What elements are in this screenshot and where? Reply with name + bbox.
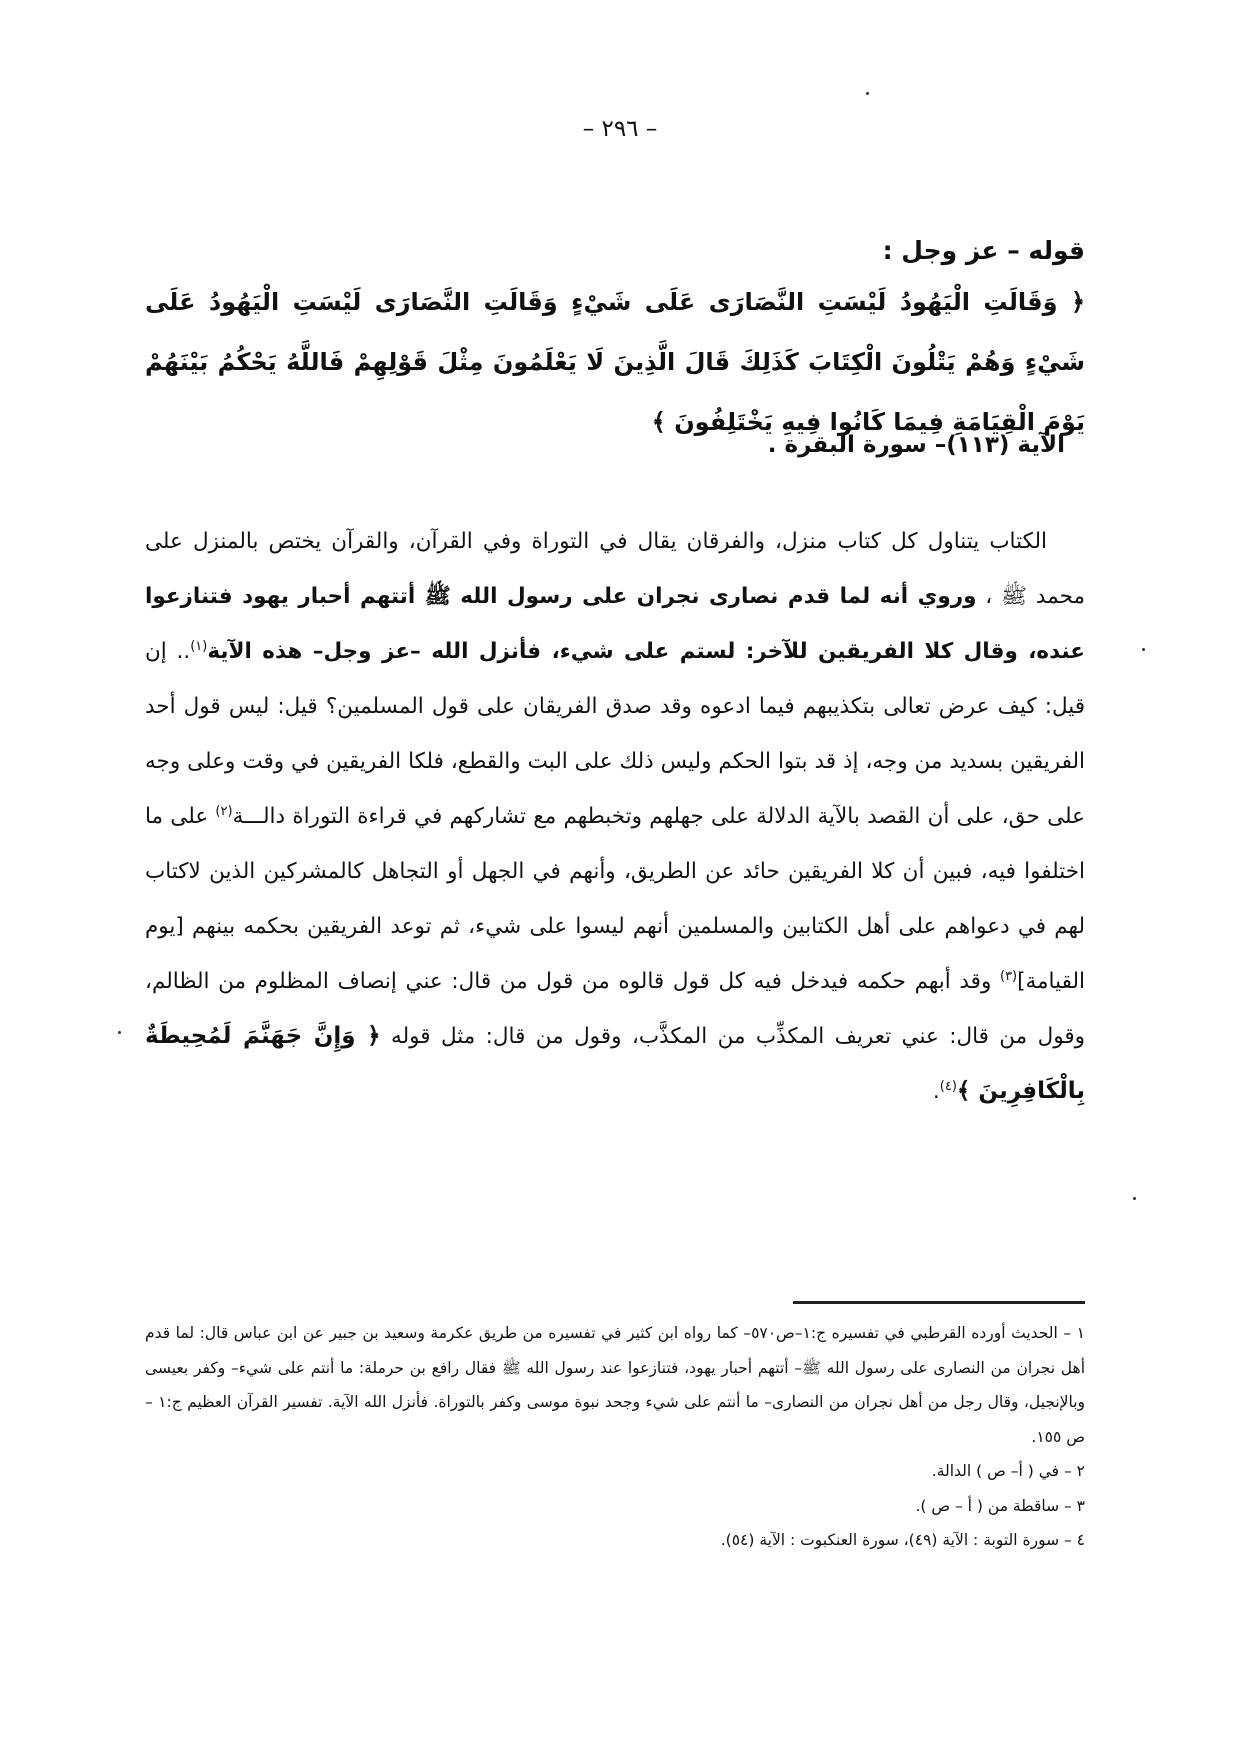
footnote-divider	[793, 1301, 1085, 1304]
scan-speck	[866, 92, 869, 95]
body-text-narration: وروي أنه لما قدم نصارى نجران على رسول الله ﷺ أتتهم أحبار يهود فتنازعوا عنده، وقال كلا الفريقين للآخر: لستم على شيء، فأنزل الله –عز وجل– هذه الآية	[145, 584, 1085, 664]
verse-reference: الآية (١١٣)– سورة البقرة .	[767, 432, 1065, 458]
body-text-segment-1: الكتاب يتناول كل كتاب منزل، والفرقان يقال في التوراة وفي القرآن، والقرآن يختص بالمنزل على محمد ﷺ ،	[145, 529, 1085, 609]
page-number: – ٢٩٦ –	[582, 116, 658, 142]
scan-speck	[1133, 1197, 1136, 1200]
quran-verse: ﴿ وَقَالَتِ الْيَهُودُ لَيْسَتِ النَّصَارَى عَلَى شَيْءٍ وَقَالَتِ النَّصَارَى لَيْسَتِ الْيَهُودُ عَلَى شَيْءٍ وَهُمْ يَتْلُونَ الْكِتَابَ كَذَلِكَ قَالَ الَّذِينَ لَا يَعْلَمُونَ مِثْلَ قَوْلِهِمْ فَاللَّهُ يَحْكُمُ بَيْنَهُمْ يَوْمَ الْقِيَامَةِ فِيمَا كَانُوا فِيهِ يَخْتَلِفُونَ ﴾	[145, 288, 1085, 436]
scan-speck	[1142, 648, 1145, 651]
quran-quote: ﴿ وَإِنَّ جَهَنَّمَ لَمُحِيطَةٌ بِالْكَافِرِينَ ﴾	[145, 1023, 1085, 1104]
footnote-ref-2[interactable]: (٢)	[215, 803, 233, 819]
footnote-ref-3[interactable]: (٣)	[999, 968, 1018, 984]
footnote-3: ٣ – ساقطة من ( أ – ص ).	[915, 1496, 1085, 1515]
footnote-ref-1[interactable]: (١)	[190, 638, 208, 654]
footnote-2: ٢ – في ( أ– ص ) الدالة.	[931, 1462, 1085, 1480]
body-text-segment-3: على ما اختلفوا فيه، فبين أن كلا الفريقين حائد عن الطريق، وأنهم في الجهل أو التجاهل كالمشركين الذين لاكتاب لهم في دعواهم على أهل الكتابين والمسلمين أنهم ليسوا على شيء، ثم توعد الفريقين بحكمه بينهم [يوم القيامة]	[145, 804, 1085, 994]
body-paragraph	[145, 514, 1085, 1119]
footnote-4: ٤ – سورة التوبة : الآية (٤٩)، سورة العنكبوت : الآية (٥٤).	[720, 1531, 1085, 1549]
body-end-mark: .	[932, 1079, 940, 1104]
section-heading: قوله – عز وجل :	[882, 236, 1085, 265]
body-text-segment-4: وقد أبهم حكمه فيدخل فيه كل قول قالوه من قول من قال: عني إنصاف المظلوم من الظالم، وقول من قال: عني تعريف المكذِّب من المكذَّب، وقول من قال: مثل قوله	[145, 969, 1086, 1049]
footnotes	[145, 1316, 1085, 1558]
body-text-segment-2: .. إن قيل: كيف عرض تعالى بتكذيبهم فيما ادعوه وقد صدق الفريقان على قول المسلمين؟ قيل: ليس قول أحد الفريقين بسديد من وجه، إذ قد بتوا الحكم وليس ذلك على البت والقطع، فلكا الفريقين في وقت وعلى وجه على حق، على أن القصد بالآية الدلالة على جهلهم وتخبطهم مع تشاركهم في قراءة التوراة دالـــة	[145, 639, 1086, 829]
scan-speck	[118, 1031, 121, 1034]
footnote-1: ١ – الحديث أورده القرطبي في تفسيره ج:١–ص٥٧٠– كما رواه ابن كثير في تفسيره من طريق عكرمة وسعيد بن جبير عن ابن عباس قال: لما قدم أهل نجران من النصارى على رسول الله ﷺ– أتتهم أحبار يهود، فتنازعوا عند رسول الله ﷺ فقال رافع بن حرملة: ما أنتم على شيء– وكفر بعيسى وبالإنجيل، وقال رجل من أهل نجران من النصارى– ما أنتم على شيء وجحد نبوة موسى وكفر بالتوراة. فأنزل الله الآية. تفسير القرآن العظيم ج:١ – ص ١٥٥.	[145, 1324, 1085, 1446]
footnote-ref-4[interactable]: (٤)	[939, 1078, 957, 1094]
